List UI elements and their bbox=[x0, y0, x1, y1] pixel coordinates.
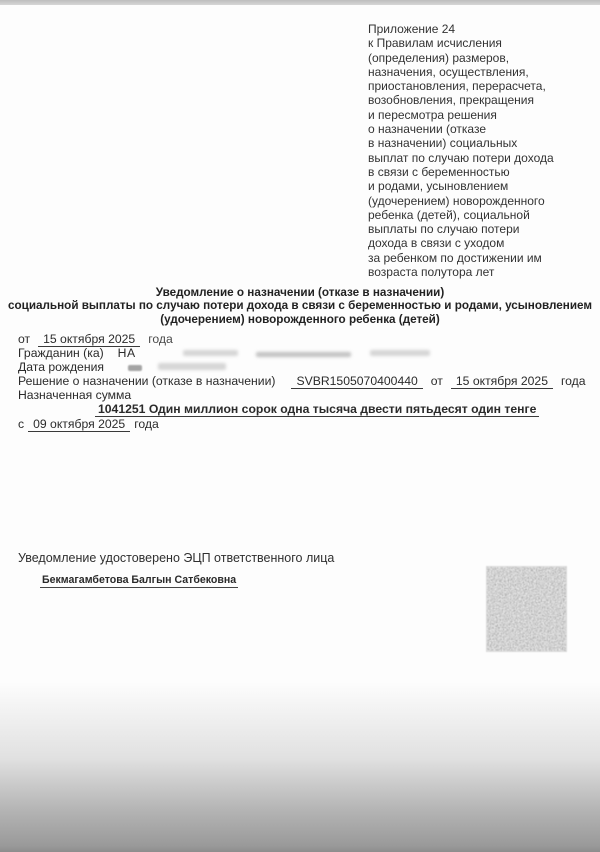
appendix-line: выплаты по случаю потери bbox=[368, 222, 520, 237]
document-title-line: Уведомление о назначении (отказе в назначении) bbox=[155, 286, 445, 299]
signer-name: Бекмагамбетова Балгын Сатбековна bbox=[42, 574, 237, 586]
citizen-name-value: НА bbox=[117, 346, 136, 361]
appendix-line: и родами, усыновлением bbox=[368, 179, 509, 194]
appendix-line: (определения) размеров, bbox=[368, 50, 510, 65]
start-prefix-label: с bbox=[18, 416, 25, 431]
certified-by-edsignature-text: Уведомление удостоверено ЭЦП ответственного лица bbox=[18, 551, 335, 565]
appendix-line: Приложение 24 bbox=[368, 22, 456, 36]
start-suffix-label: года bbox=[134, 416, 159, 431]
decision-from-label: от bbox=[430, 374, 443, 389]
document-title-line: (удочерением) новорожденного ребенка (детей) bbox=[160, 312, 440, 326]
field-notification-date bbox=[18, 332, 588, 346]
appendix-line: назначения, осуществления, bbox=[368, 64, 529, 79]
appendix-line: в назначении) социальных bbox=[368, 136, 518, 151]
amount-value: 1041251 Один миллион сорок одна тысяча двести пятьдесят один тенге bbox=[95, 402, 539, 417]
appendix-line: в связи с беременностью bbox=[368, 164, 510, 179]
fields-block bbox=[18, 332, 588, 431]
appendix-line: к Правилам исчисления bbox=[368, 36, 502, 51]
field-birthdate bbox=[18, 360, 588, 374]
field-citizen bbox=[18, 346, 588, 360]
photo-edge-top bbox=[0, 0, 600, 5]
citizen-label: Гражданин (ка) bbox=[18, 346, 104, 361]
decision-suffix-label: года bbox=[560, 374, 586, 389]
appendix-reference-block bbox=[368, 22, 590, 279]
redacted-citizen-smudge bbox=[256, 352, 351, 357]
document-title bbox=[0, 286, 600, 326]
date-prefix-label: от bbox=[18, 332, 31, 346]
decision-label: Решение о назначении (отказе в назначении) bbox=[18, 374, 276, 389]
field-decision bbox=[18, 374, 588, 388]
start-date-value: 09 октября 2025 bbox=[28, 417, 130, 432]
appendix-line: приостановления, перерасчета, bbox=[368, 79, 546, 94]
qr-code-noise bbox=[487, 567, 566, 651]
decision-date-value: 15 октября 2025 bbox=[451, 374, 553, 389]
redacted-citizen-smudge bbox=[183, 350, 238, 356]
redacted-birthdate-smudge bbox=[158, 363, 226, 370]
redacted-citizen-smudge bbox=[370, 350, 430, 356]
appendix-line: и пересмотра решения bbox=[368, 107, 497, 122]
notification-date-value: 15 октября 2025 bbox=[38, 332, 140, 347]
appendix-line: возобновления, прекращения bbox=[368, 93, 534, 108]
appendix-line: возраста полутора лет bbox=[368, 265, 495, 280]
appendix-line: (удочерением) новорожденного bbox=[368, 193, 545, 208]
field-amount-value bbox=[18, 402, 588, 416]
decision-number-value: SVBR1505070400440 bbox=[291, 374, 422, 389]
photo-edge-bottom-fade bbox=[0, 682, 600, 852]
date-suffix-label: года bbox=[148, 332, 173, 346]
appendix-line: выплат по случаю потери дохода bbox=[368, 150, 554, 165]
field-start-date bbox=[18, 417, 588, 431]
field-amount-label bbox=[18, 388, 588, 402]
document-title-line: социальной выплаты по случаю потери дохода в связи с беременностью и родами, усыновлением bbox=[8, 299, 592, 313]
redacted-birthdate-smudge bbox=[128, 365, 142, 371]
appendix-line: дохода в связи с уходом bbox=[368, 236, 505, 251]
appendix-line: о назначении (отказе bbox=[368, 122, 487, 137]
amount-label: Назначенная сумма bbox=[18, 388, 132, 403]
appendix-line: за ребенком по достижении им bbox=[368, 250, 542, 265]
birthdate-label: Дата рождения bbox=[18, 360, 104, 375]
qr-code bbox=[487, 567, 566, 651]
appendix-line: ребенка (детей), социальной bbox=[368, 207, 530, 222]
